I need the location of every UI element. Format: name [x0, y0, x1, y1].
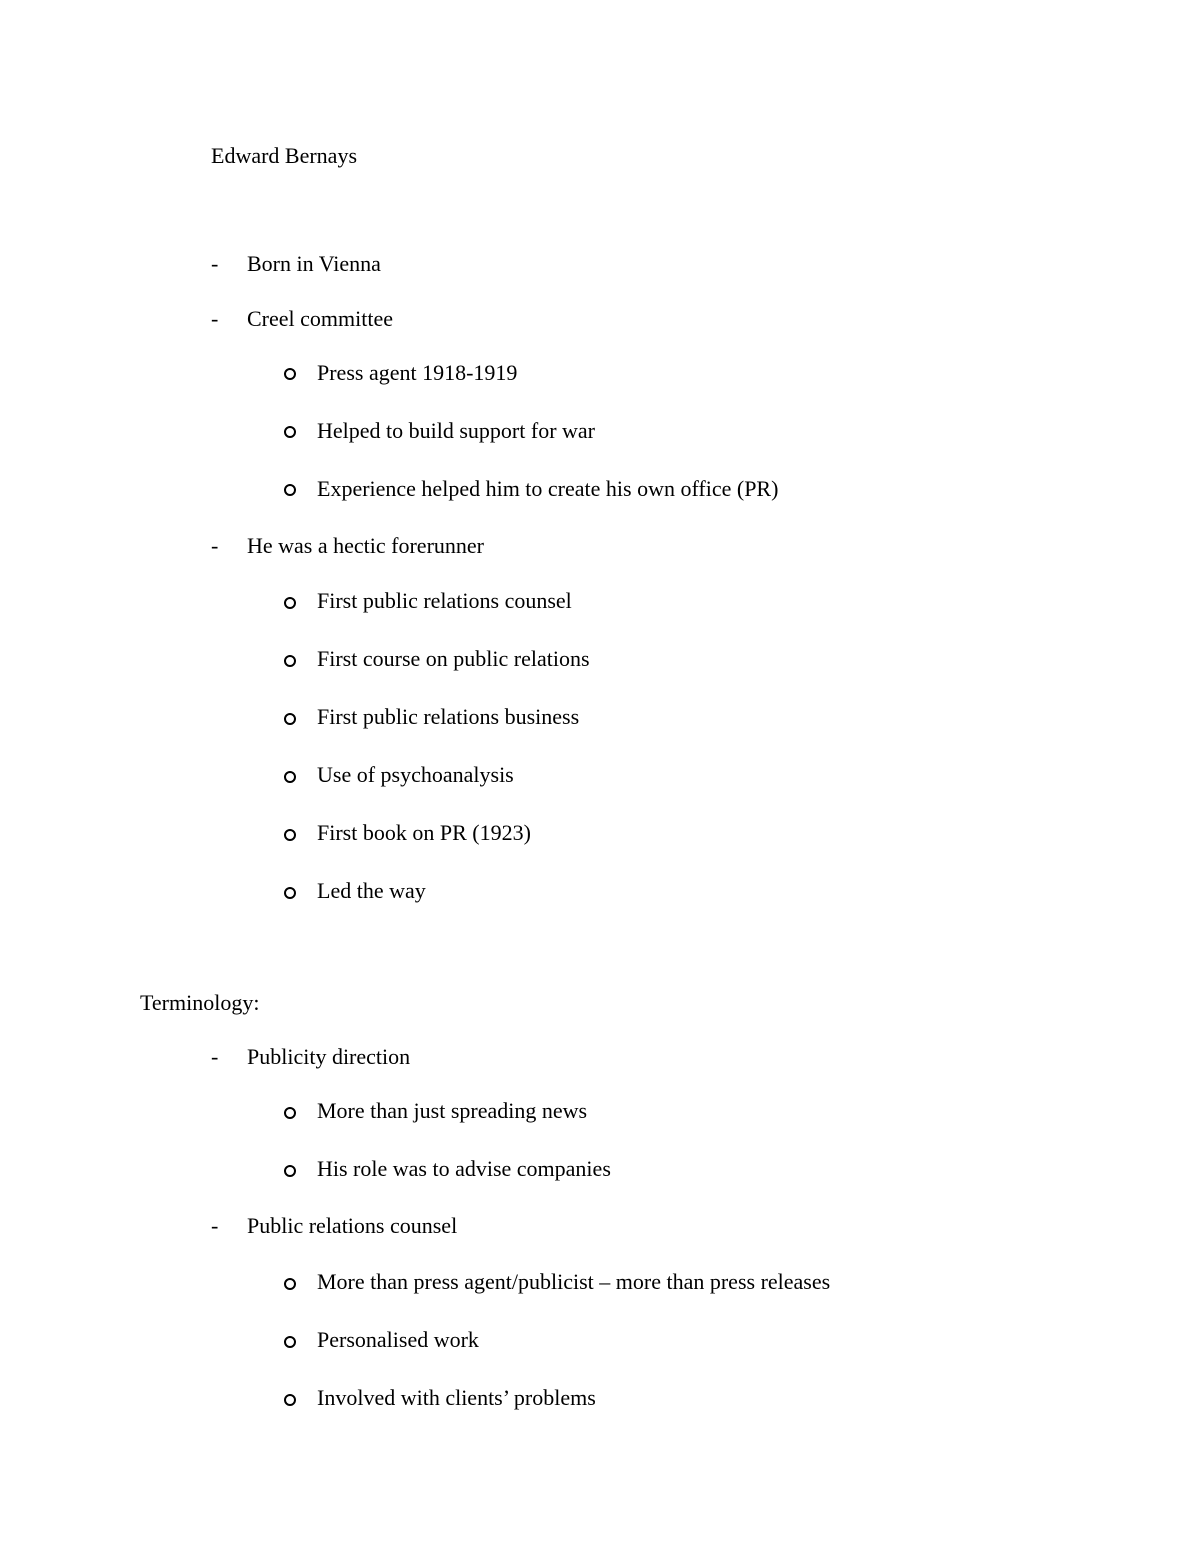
- sub-list-item: His role was to advise companies: [317, 1156, 611, 1181]
- circle-bullet-icon: [284, 887, 296, 899]
- list-item: Publicity direction: [247, 1044, 411, 1069]
- circle-bullet-icon: [284, 1107, 296, 1119]
- sub-list-item: First course on public relations: [317, 646, 590, 671]
- circle-bullet-icon: [284, 1165, 296, 1177]
- list-item: Creel committee: [247, 306, 393, 331]
- sub-list-item: More than just spreading news: [317, 1098, 588, 1123]
- list-item: He was a hectic forerunner: [247, 533, 484, 558]
- dash-bullet: -: [211, 533, 219, 558]
- sub-list-item: Use of psychoanalysis: [317, 762, 514, 787]
- sub-list-item: Personalised work: [317, 1327, 479, 1352]
- sub-list-item: First book on PR (1923): [317, 820, 531, 845]
- circle-bullet-icon: [284, 1278, 296, 1290]
- section-title: Edward Bernays: [211, 143, 358, 168]
- dash-bullet: -: [211, 306, 219, 331]
- sub-list-item: More than press agent/publicist – more than press releases: [317, 1269, 831, 1294]
- sub-list-item: Helped to build support for war: [317, 418, 595, 443]
- section-title: Terminology:: [140, 990, 260, 1015]
- circle-bullet-icon: [284, 597, 296, 609]
- sub-list-item: Involved with clients’ problems: [317, 1385, 596, 1410]
- sub-list-item: Led the way: [317, 878, 426, 903]
- circle-bullet-icon: [284, 368, 296, 380]
- dash-bullet: -: [211, 1213, 219, 1238]
- sub-list-item: Experience helped him to create his own office (PR): [317, 476, 779, 501]
- circle-bullet-icon: [284, 1336, 296, 1348]
- dash-bullet: -: [211, 251, 219, 276]
- circle-bullet-icon: [284, 655, 296, 667]
- sub-list-item: Press agent 1918-1919: [317, 360, 518, 385]
- circle-bullet-icon: [284, 426, 296, 438]
- circle-bullet-icon: [284, 1394, 296, 1406]
- circle-bullet-icon: [284, 484, 296, 496]
- sub-list-item: First public relations business: [317, 704, 580, 729]
- dash-bullet: -: [211, 1044, 219, 1069]
- circle-bullet-icon: [284, 771, 296, 783]
- list-item: Public relations counsel: [247, 1213, 458, 1238]
- circle-bullet-icon: [284, 713, 296, 725]
- circle-bullet-icon: [284, 829, 296, 841]
- list-item: Born in Vienna: [247, 251, 381, 276]
- sub-list-item: First public relations counsel: [317, 588, 572, 613]
